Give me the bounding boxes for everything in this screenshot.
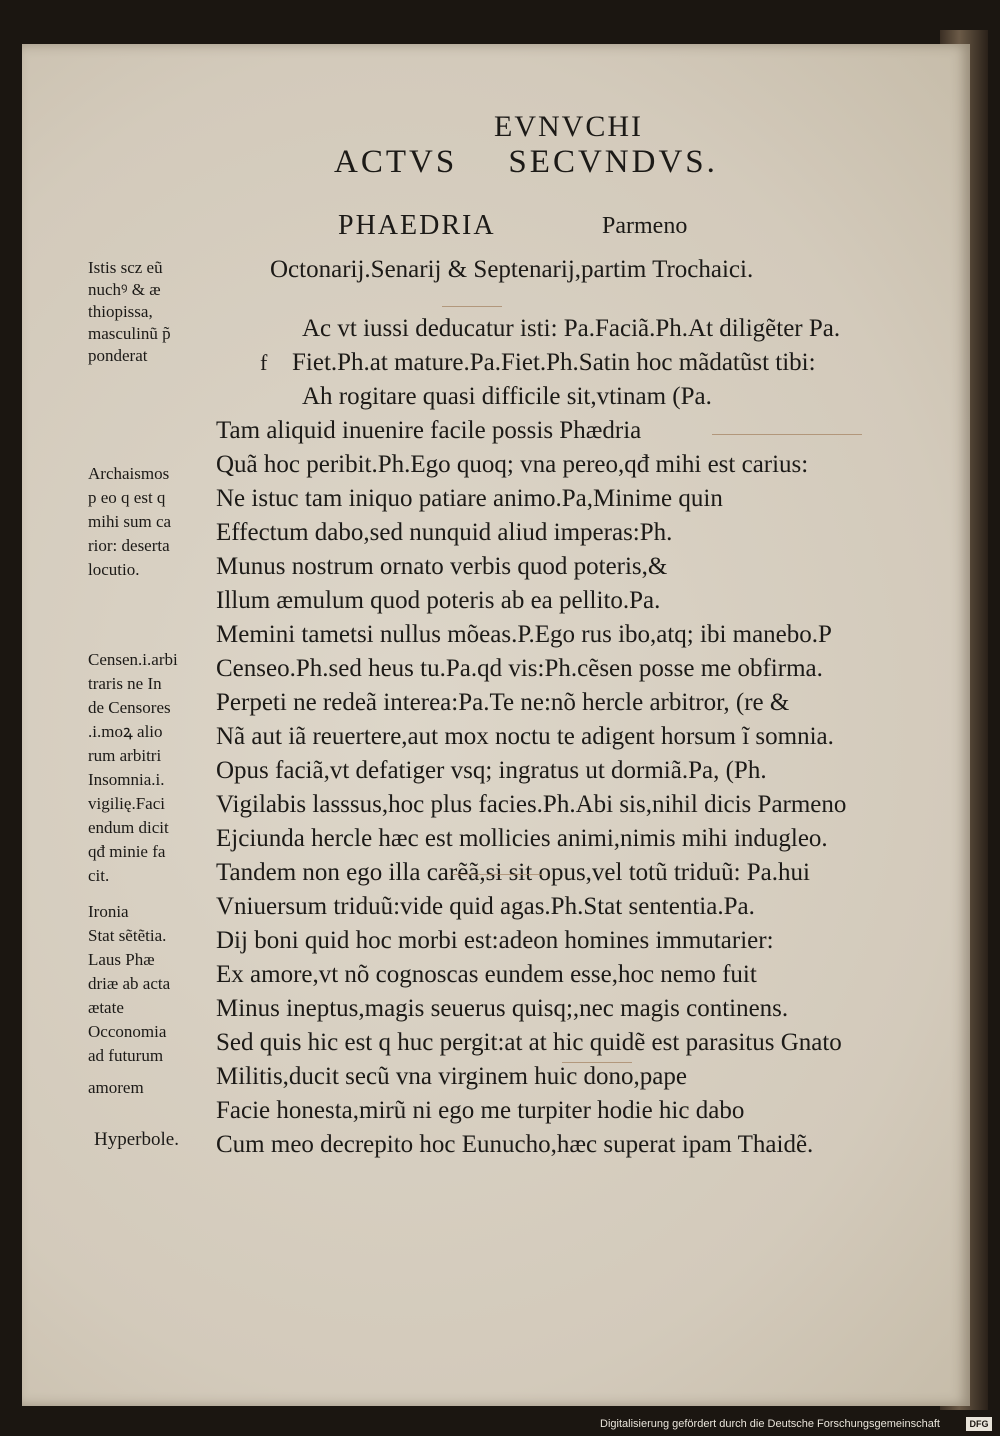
verse-line: Nã aut iã reuertere,aut mox noctu te adigent horsum ĩ somnia. <box>216 723 834 750</box>
verse-line: Ex amore,vt nõ cognoscas eundem esse,hoc nemo fuit <box>216 961 757 988</box>
verse-line: Effectum dabo,sed nunquid aliud imperas:Ph. <box>216 519 673 546</box>
margin-note: traris ne In <box>88 674 162 693</box>
margin-note: ætate <box>88 998 124 1017</box>
margin-note: Istis scz eũ <box>88 258 163 277</box>
margin-note: Laus Phæ <box>88 950 155 969</box>
interlinear-mark <box>452 874 542 876</box>
margin-note: Occonomia <box>88 1022 167 1041</box>
verse-line: Perpeti ne redeã interea:Pa.Te ne:nõ hercle arbitror, (re & <box>216 689 790 716</box>
meter-description: Octonarij.Senarij & Septenarij,partim Trochaici. <box>270 256 754 283</box>
margin-note: rum arbitri <box>88 746 162 765</box>
verse-line: Ejciunda hercle hæc est mollicies animi,nimis mihi indugleo. <box>216 825 828 852</box>
verse-line: Minus ineptus,magis seuerus quisq;,nec magis continens. <box>216 995 789 1022</box>
verse-line: Fiet.Ph.at mature.Pa.Fiet.Ph.Satin hoc mãdatũst tibi: <box>292 349 816 376</box>
margin-note: rior: deserta <box>88 536 170 555</box>
margin-note: endum dicit <box>88 818 169 837</box>
verse-line: Munus nostrum ornato verbis quod poteris,& <box>216 553 668 580</box>
margin-note: Hyperbole. <box>94 1129 179 1150</box>
verse-line: Cum meo decrepito hoc Eunucho,hæc superat ipam Thaidẽ. <box>216 1131 814 1158</box>
margin-note: Stat sẽtẽtia. <box>88 926 167 945</box>
digitization-credit: Digitalisierung gefördert durch die Deutsche Forschungsgemeinschaft <box>600 1418 940 1430</box>
left-marker: f <box>260 350 268 375</box>
margin-note: cit. <box>88 866 110 885</box>
margin-note: ponderat <box>88 346 148 365</box>
margin-note: Archaismos <box>88 464 170 483</box>
interlinear-mark <box>712 434 862 436</box>
verse-line: Ac vt iussi deducatur isti: Pa.Faciã.Ph.At diligẽter Pa. <box>302 315 841 342</box>
interlinear-mark <box>562 1062 632 1064</box>
margin-note: Ironia <box>88 902 129 921</box>
verse-line: Quã hoc peribit.Ph.Ego quoq; vna pereo,qđ mihi est carius: <box>216 451 809 478</box>
margin-note: mihi sum ca <box>88 512 172 531</box>
margin-note: .i.moꝝ alio <box>88 722 163 741</box>
verse-line: Illum æmulum quod poteris ab ea pellito.Pa. <box>216 587 661 614</box>
margin-note: masculinũ p̃ <box>88 324 171 343</box>
margin-note: Insomnia.i. <box>88 770 165 789</box>
speaker-heading <box>338 210 688 242</box>
margin-note: locutio. <box>88 560 140 579</box>
act-title: ACTVS SECVNDVS. <box>334 144 718 180</box>
margin-note: nuchꝰ & æ <box>88 280 161 299</box>
margin-note: driæ ab acta <box>88 974 171 993</box>
verse-line: Memini tametsi nullus mõeas.P.Ego rus ibo,atq; ibi manebo.P <box>216 621 832 648</box>
margin-note: thiopissa, <box>88 302 153 321</box>
margin-note: Censen.i.arbi <box>88 650 178 669</box>
interlinear-mark <box>442 306 502 308</box>
speaker-parmeno: Parmeno <box>602 213 688 239</box>
verse-line: Opus faciã,vt defatiger vsq; ingratus ut dormiã.Pa, (Ph. <box>216 757 767 784</box>
verse-line: Tam aliquid inuenire facile possis Phædria <box>216 417 642 444</box>
verse-line: Ne istuc tam iniquo patiare animo.Pa,Minime quin <box>216 485 723 512</box>
verse-line: Militis,ducit secũ vna virginem huic dono,pape <box>216 1063 687 1090</box>
verse-line: Censeo.Ph.sed heus tu.Pa.qd vis:Ph.cẽsen posse me obfirma. <box>216 655 823 682</box>
verse-line: Ah rogitare quasi difficile sit,vtinam (Pa. <box>302 383 712 410</box>
running-head: EVNVCHI <box>494 110 643 143</box>
margin-note: de Censores <box>88 698 171 717</box>
verse-line: Dij boni quid hoc morbi est:adeon homines immutarier: <box>216 927 774 954</box>
margin-note: ad futurum <box>88 1046 164 1065</box>
margin-note: qđ minie fa <box>88 842 166 861</box>
verse-line: Facie honesta,mirũ ni ego me turpiter hodie hic dabo <box>216 1097 745 1124</box>
verse-line: Vigilabis lasssus,hoc plus facies.Ph.Abi sis,nihil dicis Parmeno <box>216 791 847 818</box>
speaker-phaedria: PHAEDRIA <box>338 210 496 241</box>
margin-note: p eo q est q <box>88 488 166 507</box>
book-page <box>22 44 970 1406</box>
verse-line: Sed quis hic est q huc pergit:at at hic quidẽ est parasitus Gnato <box>216 1029 842 1056</box>
dfg-logo: DFG <box>966 1417 992 1431</box>
verse-line: Vniuersum triduũ:vide quid agas.Ph.Stat sententia.Pa. <box>216 893 755 920</box>
margin-note: amorem <box>88 1078 144 1097</box>
margin-note: vigilię.Faci <box>88 794 165 813</box>
verse-line: Tandem non ego illa carẽã,si sit opus,vel totũ triduũ: Pa.hui <box>216 859 810 886</box>
